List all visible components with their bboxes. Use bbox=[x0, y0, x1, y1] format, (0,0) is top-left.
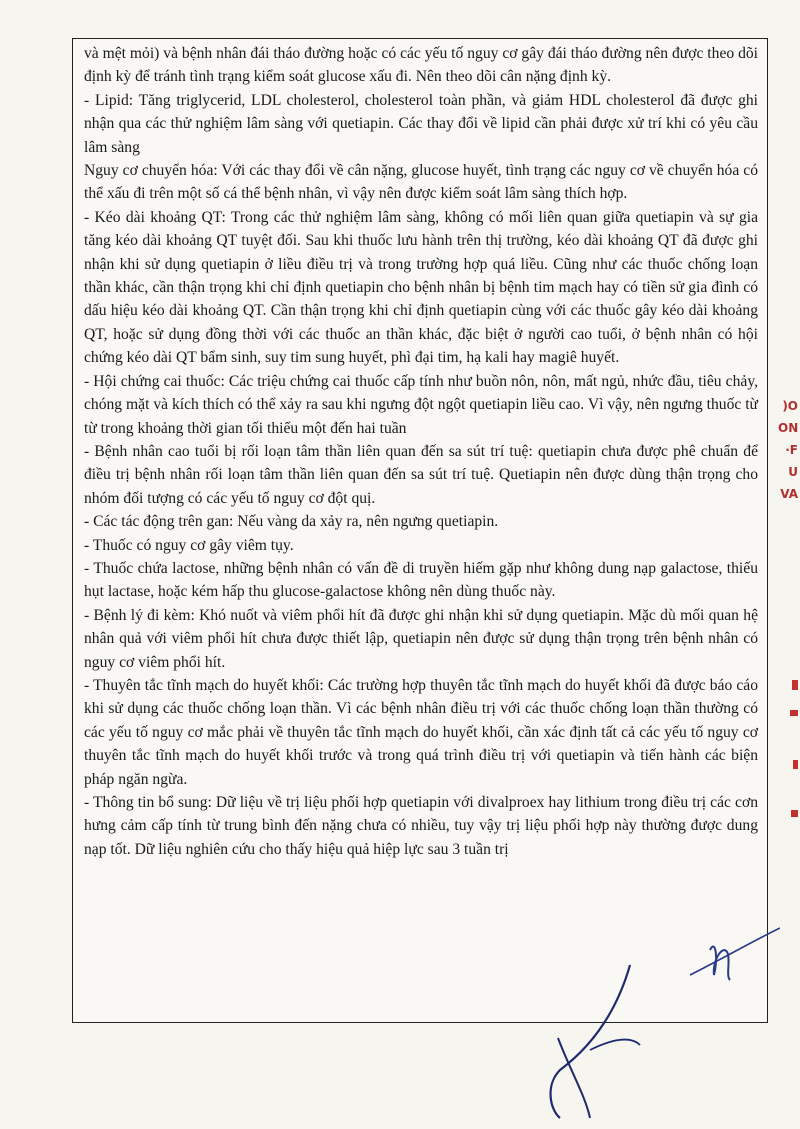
paragraph-qt-prolongation: - Kéo dài khoảng QT: Trong các thử nghiệm lâm sàng, không có mối liên quan giữa quetiapin và sự gia tăng kéo dài khoảng QT tuyệt đối. Sau khi thuốc lưu hành trên thị trường, kéo dài khoảng QT đã được ghi nhận khi sử dụng quetiapin ở liều điều trị và trong trường hợp quá liều. Cũng như các thuốc chống loạn thần khác, cần thận trọng khi chỉ định quetiapin cho bệnh nhân bị bệnh tim mạch hay có tiền sử gia đình có dấu hiệu kéo dài khoảng QT. Cần thận trọng khi chỉ định quetiapin cùng với các thuốc gây kéo dài khoảng QT, hoặc sử dụng đồng thời với các thuốc an thần khác, đặc biệt ở người cao tuổi, ở bệnh nhân có hội chứng kéo dài QT bẩm sinh, suy tim sung huyết, phì đại tim, hạ kali hay magiê huyết. bbox=[84, 208, 758, 367]
paragraph-lipid: - Lipid: Tăng triglycerid, LDL cholesterol, cholesterol toàn phần, và giảm HDL cholesterol đã được ghi nhận qua các thử nghiệm lâm sàng với quetiapin. Các thay đổi về lipid cần phải được xử trí khi có yêu cầu lâm sàng bbox=[84, 91, 758, 156]
red-stamp-edge: )O ON ·F U VA bbox=[778, 399, 799, 501]
paragraph-hepatic: - Các tác động trên gan: Nếu vàng da xảy ra, nên ngưng quetiapin. bbox=[84, 513, 499, 531]
paragraph-glucose-monitoring: và mệt mỏi) và bệnh nhân đái tháo đường hoặc có các yếu tố nguy cơ gây đái tháo đường nên được theo dõi định kỳ để tránh tình trạng kiểm soát glucose xấu đi. Nên theo dõi cân nặng định kỳ. bbox=[84, 45, 758, 86]
paragraph-lactose: - Thuốc chứa lactose, những bệnh nhân có vấn đề di truyền hiếm gặp như không dung nạp galactose, thiếu hụt lactase, hoặc kém hấp thu glucose-galactose không nên dùng thuốc này. bbox=[84, 559, 758, 601]
document-body bbox=[84, 42, 758, 861]
paragraph-metabolic-risk: Nguy cơ chuyển hóa: Với các thay đổi về cân nặng, glucose huyết, tình trạng các nguy cơ về chuyển hóa có thể xấu đi trên một số cá thể bệnh nhân, vì vậy nên được kiểm soát lâm sàng thích hợp. bbox=[84, 162, 758, 203]
paragraph-withdrawal: - Hội chứng cai thuốc: Các triệu chứng cai thuốc cấp tính như buồn nôn, nôn, mất ngủ, nhức đầu, tiêu chảy, chóng mặt và kích thích có thể xảy ra sau khi ngưng đột ngột quetiapin liều cao. Vì vậy, nên ngưng thuốc từ từ trong khoảng thời gian tối thiểu một đến hai tuần bbox=[84, 372, 758, 437]
paragraph-additional-info: - Thông tin bổ sung: Dữ liệu về trị liệu phối hợp quetiapin với divalproex hay lithium trong điều trị các cơn hưng cảm cấp tính từ trung bình đến nặng chưa có nhiều, tuy vậy trị liệu phối hợp này thường được dung nạp tốt. Dữ liệu nghiên cứu cho thấy hiệu quả hiệp lực sau 3 tuần trị bbox=[84, 794, 758, 858]
paragraph-elderly-dementia: - Bệnh nhân cao tuổi bị rối loạn tâm thần liên quan đến sa sút trí tuệ: quetiapin chưa được phê chuẩn để điều trị bệnh nhân rối loạn tâm thần liên quan đến sa sút trí tuệ. Quetiapin nên được dùng thận trọng cho nhóm đối tượng có các yếu tố nguy cơ đột quị. bbox=[84, 442, 758, 507]
paragraph-comorbidity: - Bệnh lý đi kèm: Khó nuốt và viêm phổi hít đã được ghi nhận khi sử dụng quetiapin. Mặc dù mối quan hệ nhân quả với viêm phổi hít chưa được thiết lập, quetiapin nên được sử dụng thận trọng trên bệnh nhân có nguy cơ viêm phổi hít. bbox=[84, 606, 758, 671]
paragraph-thromboembolism: - Thuyên tắc tĩnh mạch do huyết khối: Các trường hợp thuyên tắc tĩnh mạch do huyết khối đã được báo cáo khi sử dụng các thuốc chống loạn thần. Vì các bệnh nhân điều trị với các thuốc chống loạn thần thường có các yếu tố nguy cơ mắc phải về thuyên tắc tĩnh mạch do huyết khối, cần xác định tất cả các yếu tố nguy cơ thuyên tắc tĩnh mạch do huyết khối trước và trong quá trình điều trị với quetiapin và tiến hành các biện pháp ngăn ngừa. bbox=[84, 676, 758, 788]
handwritten-signature bbox=[540, 920, 780, 1120]
red-edge-marks bbox=[786, 650, 800, 850]
paragraph-pancreatitis: - Thuốc có nguy cơ gây viêm tụy. bbox=[84, 536, 294, 554]
